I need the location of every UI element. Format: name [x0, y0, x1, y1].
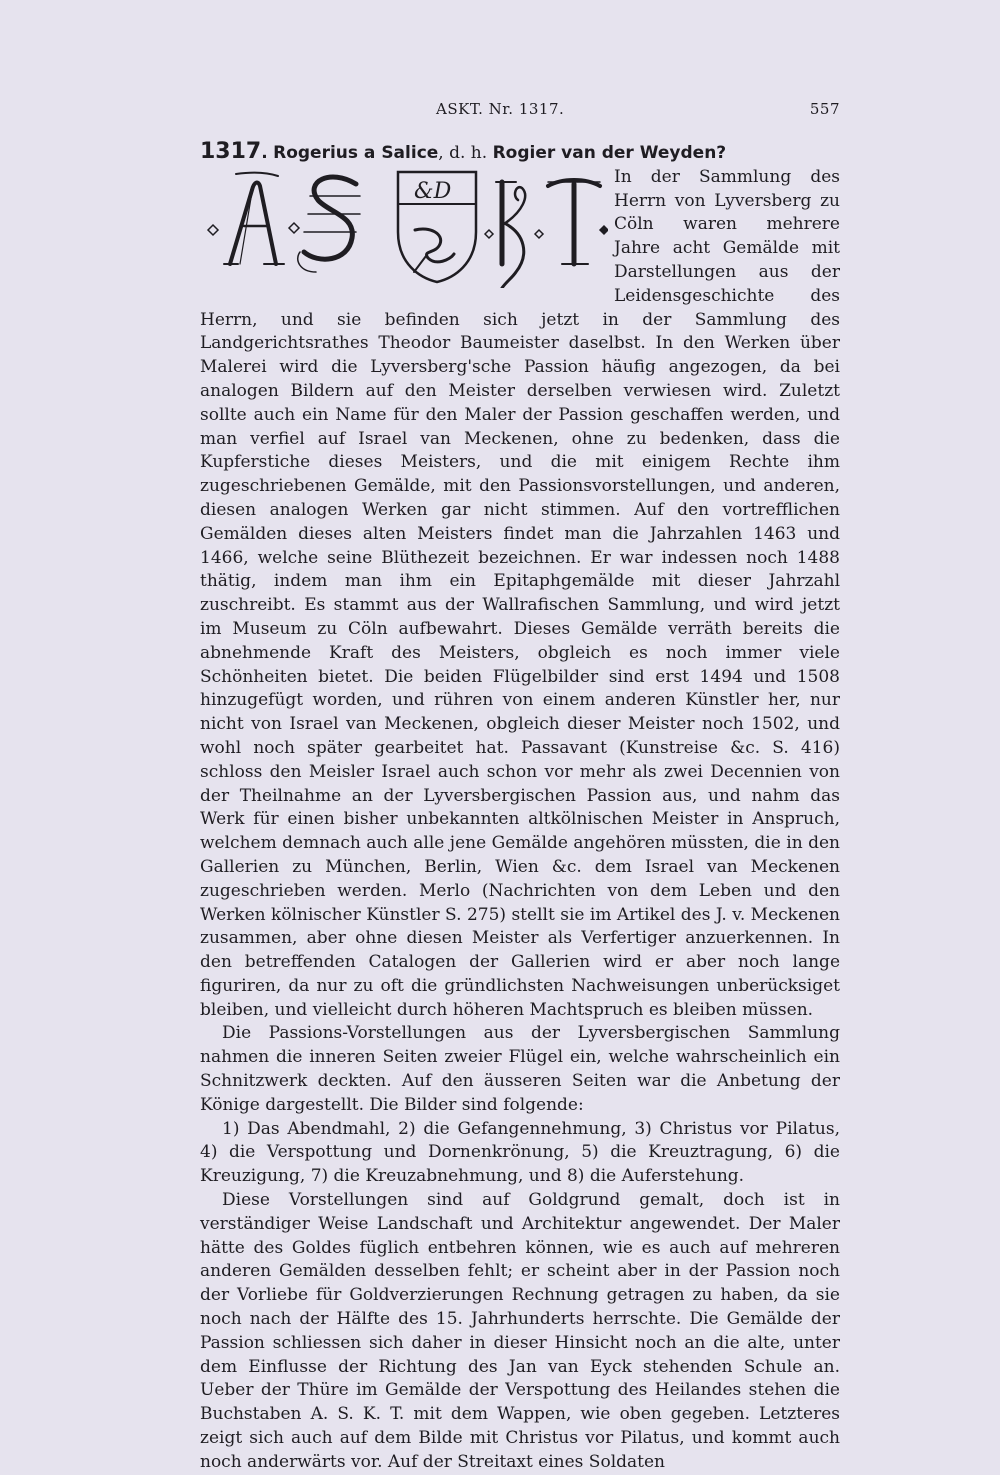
diamond-ornament-icon	[485, 230, 493, 238]
page-number: 557	[809, 100, 840, 118]
diamond-ornament-icon	[535, 230, 543, 238]
gothic-letter-k-icon	[496, 182, 525, 288]
paragraph-3-list: 1) Das Abendmahl, 2) die Gefangennehmung, 3) Christus vor Pilatus, 4) die Verspottung und Dornenkrönung, 5) die Kreuztragung, 6) die Kreuzigung, 7) die Kreuzabnehmung, und 8) die Auferstehung.	[200, 1118, 840, 1187]
entry-name-2: Rogier van der Weyden?	[492, 143, 727, 163]
diamond-ornament-right-icon	[600, 226, 608, 234]
diamond-ornament-icon	[289, 223, 299, 233]
running-title: ASKT. Nr. 1317.	[436, 100, 565, 118]
paragraph-2: Die Passions-Vorstellungen aus der Lyversbergischen Sammlung nahmen die inneren Seiten zweier Flügel ein, welche wahrscheinlich ein Schnitzwerk deckten. Auf den äusseren Seiten war die Anbetung der Könige dargestellt. Die Bilder sind folgende:	[200, 1023, 840, 1115]
gothic-letter-a-icon	[224, 172, 284, 263]
entry-connector: , d. h.	[438, 143, 493, 163]
text-block	[200, 140, 840, 1475]
entry-number: 1317	[200, 139, 262, 164]
entry-number-punct: .	[261, 143, 268, 163]
entry-name-1: Rogerius a Salice	[273, 143, 439, 163]
gothic-letter-t-icon	[548, 180, 600, 264]
paragraph-4: Diese Vorstellungen sind auf Goldgrund gemalt, doch ist in verständiger Weise Landschaft und Architektur angewendet. Der Maler hätte des Goldes füglich entbehren können, wie es auch auf mehreren anderen Gemälden desselben fehlt; er scheint aber in der Passion noch der Vorliebe für Goldverzierungen Rechnung getragen zu haben, da sie noch nach der Hälfte des 15. Jahrhunderts herrschte. Die Gemälde der Passion schliessen sich daher in dieser Hinsicht noch an die alte, unter dem Einflusse der Richtung des Jan van Eyck stehenden Schule an. Ueber der Thüre im Gemälde der Verspottung des Heilandes stehen die Buchstaben A. S. K. T. mit dem Wappen, wie oben gegeben. Letzteres zeigt sich auch auf dem Bilde mit Christus vor Pilatus, und kommt auch noch anderwärts vor. Auf der Streitaxt eines Soldaten	[200, 1190, 840, 1472]
diamond-ornament-left-icon	[208, 225, 218, 235]
monogram-figure	[200, 168, 608, 288]
shield-letters: &D	[414, 178, 452, 204]
gothic-letter-s-icon	[298, 177, 360, 272]
entry-heading-line	[200, 140, 840, 166]
monogram-illustration	[200, 168, 608, 288]
paragraph-1: In der Sammlung des Herrn von Lyversberg zu Cöln waren mehrere Jahre acht Gemälde mit Darstellungen aus der Leidensgeschichte des Herrn, und sie befinden sich jetzt in der Sammlung des Landgerichtsrathes Theodor Baumeister daselbst. In den Werken über Malerei wird die Lyversberg'sche Passion häufig angezogen, da bei analogen Bildern auf den Meister derselben verwiesen wird. Zuletzt sollte auch ein Name für den Maler der Passion geschaffen werden, und man verfiel auf Israel van Meckenen, ohne zu bedenken, dass die Kupferstiche dieses Meisters, und die mit einigem Rechte ihm zugeschriebenen Gemälde, mit den Passionsvorstellungen, und anderen, diesen analogen Werken gar nicht stimmen. Auf den vortrefflichen Gemälden dieses alten Meisters findet man die Jahrzahlen 1463 und 1466, welche seine Blüthezeit bezeichnen. Er war indessen noch 1488 thätig, indem man ihm ein Epitaphgemälde mit dieser Jahrzahl zuschreibt. Es stammt aus der Wallrafischen Sammlung, und wird jetzt im Museum zu Cöln aufbewahrt. Dieses Gemälde verräth bereits die abnehmende Kraft des Meisters, obgleich es noch immer viele Schönheiten bietet. Die beiden Flügelbilder sind erst 1494 und 1508 hinzugefügt worden, und rühren von einem anderen Künstler her, nur nicht von Israel van Meckenen, obgleich dieser Meister noch 1502, und wohl noch später gearbeitet hat. Passavant (Kunstreise &c. S. 416) schloss den Meisler Israel auch schon vor mehr als zwei Decennien von der Theilnahme an der Lyversbergischen Passion aus, und nahm das Werk für einen bisher unbekannten altkölnischen Meister in Anspruch, welchem demnach auch alle jene Gemälde angehören müssten, die in den Gallerien zu München, Berlin, Wien &c. dem Israel van Meckenen zugeschrieben werden. Merlo (Nachrichten von dem Leben und den Werken kölnischer Künstler S. 275) stellt sie im Artikel des J. v. Meckenen zusammen, aber ohne diesen Meister als Verfertiger anzuerkennen. In den betreffenden Catalogen der Gallerien wird er aber noch lange figuriren, da nur zu oft die gründlichsten Nachweisungen unberücksiget bleiben, und vielleicht durch höheren Machtspruch es bleiben müssen.	[200, 166, 840, 1020]
